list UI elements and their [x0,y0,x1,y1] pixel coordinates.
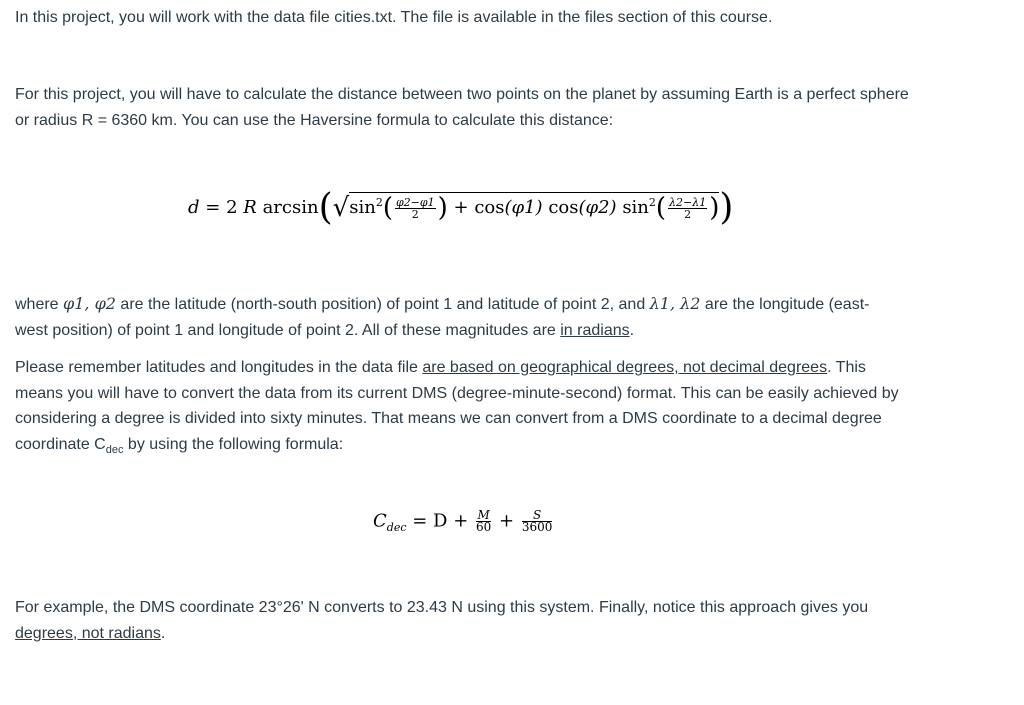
link-in-radians[interactable]: in radians [560,321,630,339]
denominator-60: 60 [476,520,492,534]
subscript-dec: dec [386,521,407,535]
text: . [160,624,166,642]
paren: ( [382,193,393,223]
paragraph-dms [15,355,915,463]
denominator-3600: 3600 [521,520,553,534]
var-R: R [243,197,257,218]
sqrt-sign: √ [332,193,350,223]
intro-paragraph: In this project, you will work with the data file cities.txt. The file is available in the files section of this course. [15,9,773,26]
var-C: C [373,510,387,532]
coefficient: 2 [226,197,238,218]
paren: ( [655,193,667,223]
minutes-fraction [476,510,491,533]
paren-left: ( [318,187,333,228]
paragraph-haversine-intro: For this project, you will have to calculate the distance between two points on the planet by assuming Earth is a perfect sphere or radius R = 6360 km. You can use the Haversine formula to calculate this distance: [15,86,909,129]
dms-formula [373,510,554,534]
haversine-formula [188,187,734,228]
plus-sign: + [453,197,469,218]
paren: ) [437,193,448,223]
var-M: M [477,508,490,522]
paren-right: ) [719,187,734,228]
cos-fn: cos [548,197,579,218]
seconds-fraction [522,510,553,533]
cos-fn: cos [474,197,505,218]
math-phi: φ1, φ2 [63,294,116,313]
phi-denominator: 2 [411,207,419,221]
lambda-denominator: 2 [684,207,692,221]
lambda-numerator: λ2−λ1 [669,195,707,209]
paragraph-example [15,595,905,646]
link-degrees-not-radians[interactable]: degrees, not radians [15,624,161,642]
math-lambda: λ1, λ2 [649,294,701,313]
text: . This means you will have to convert the data from its current DMS (degree-minute-second) format. This can be easily achieved by considering a degree is divided into sixty minutes. That means we can convert from a DMS coordinate to a decimal degree coordinate C [15,359,899,453]
cos-arg-2: (φ2) [578,197,617,218]
cos-arg-1: (φ1) [504,197,543,218]
sq-exp: 2 [375,196,383,209]
text: Please remember latitudes and longitudes in the data file [15,359,423,376]
sq-exp: 2 [648,196,656,209]
link-geographical-degrees[interactable]: are based on geographical degrees, not decimal degrees [422,359,828,376]
text: by using the following formula: [123,435,344,453]
sin-fn: sin [349,197,376,218]
text: are the latitude (north-south position) of point 1 and latitude of point 2, and [115,296,650,313]
var-d: d [188,197,200,218]
subscript-dec: dec [105,443,124,456]
phi-fraction [395,197,436,220]
text: . [629,321,635,339]
var-S: S [522,510,553,522]
text: are the longitude (east-west position) of point 1 and longitude of point 2. All of these magnitudes are [15,296,870,339]
lambda-fraction [668,197,707,220]
plus-sign: + [499,510,515,532]
sqrt-content [349,192,719,221]
sin-fn: sin [622,197,649,218]
paragraph-where [15,291,895,343]
paren: ) [709,193,720,223]
equals-D-plus: = D + [412,510,469,532]
phi-numerator: φ2−φ1 [395,195,435,209]
arcsin-fn: arcsin [262,197,319,218]
text: For example, the DMS coordinate 23°26' N converts to 23.43 N using this system. Finally, notice this approach gives you [15,599,869,616]
equals-sign: = [205,197,221,218]
text: where [15,296,64,313]
